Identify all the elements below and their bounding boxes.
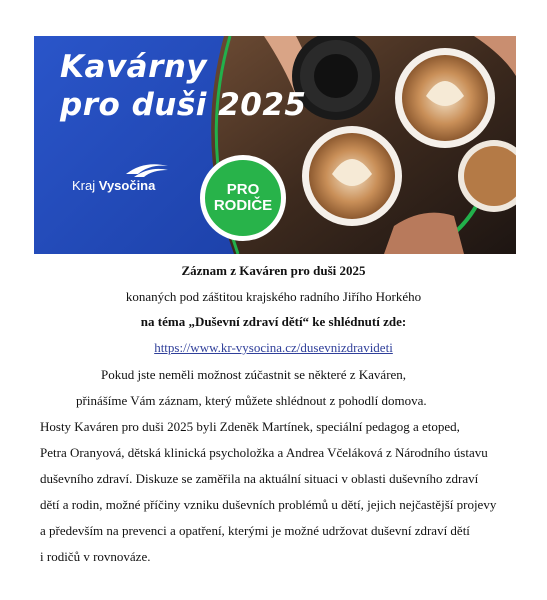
body-line-6: i rodičů v rovnováze. [40,549,151,564]
body-line-1: Hosty Kaváren pro duši 2025 byli Zdeněk Martínek, speciální pedagog a etoped, [40,419,460,434]
banner-title [60,48,306,124]
intro-line-2: přinášíme Vám záznam, který můžete shlédnout z pohodlí domova. [76,393,427,408]
logo-swoosh-icon [124,162,170,178]
badge-line2: RODIČE [213,197,273,214]
banner-title-line1: Kavárny [60,49,208,85]
body-line-4: dětí a rodin, možné příčiny vzniku duševních problémů u dětí, jejich nejčastější projevy [40,497,497,512]
article-heading: Záznam z Kaváren pro duši 2025 [181,263,366,278]
pro-rodice-badge [200,155,286,241]
badge-line1: PRO [226,181,260,198]
intro-line-1: Pokud jste neměli možnost zúčastnit se některé z Kaváren, [101,367,407,382]
kraj-vysocina-logo [72,162,192,202]
body-line-3: duševního zdraví. Diskuze se zaměřila na aktuální situaci v oblasti duševního zdraví [40,471,479,486]
header-banner [34,36,516,254]
article-subheading: konaných pod záštitou krajského radního Jiřího Horkého [125,289,422,304]
body-line-5: a především na prevenci a opatření, kterými je možné udržovat duševní zdraví dětí [40,523,470,538]
banner-title-line2: pro duši 2025 [60,87,307,123]
topic-line: na téma „Duševní zdraví dětí“ ke shlédnutí zde: [140,314,407,329]
logo-text [72,178,155,193]
logo-kraj: Kraj [72,178,96,193]
badge-text [214,182,272,214]
body-line-2: Petra Oranyová, dětská klinická psycholožka a Andrea Včeláková z Národního ústavu [40,445,488,460]
logo-region: Vysočina [98,178,156,193]
recording-link[interactable]: https://www.kr-vysocina.cz/dusevnizdravideti [154,340,393,355]
